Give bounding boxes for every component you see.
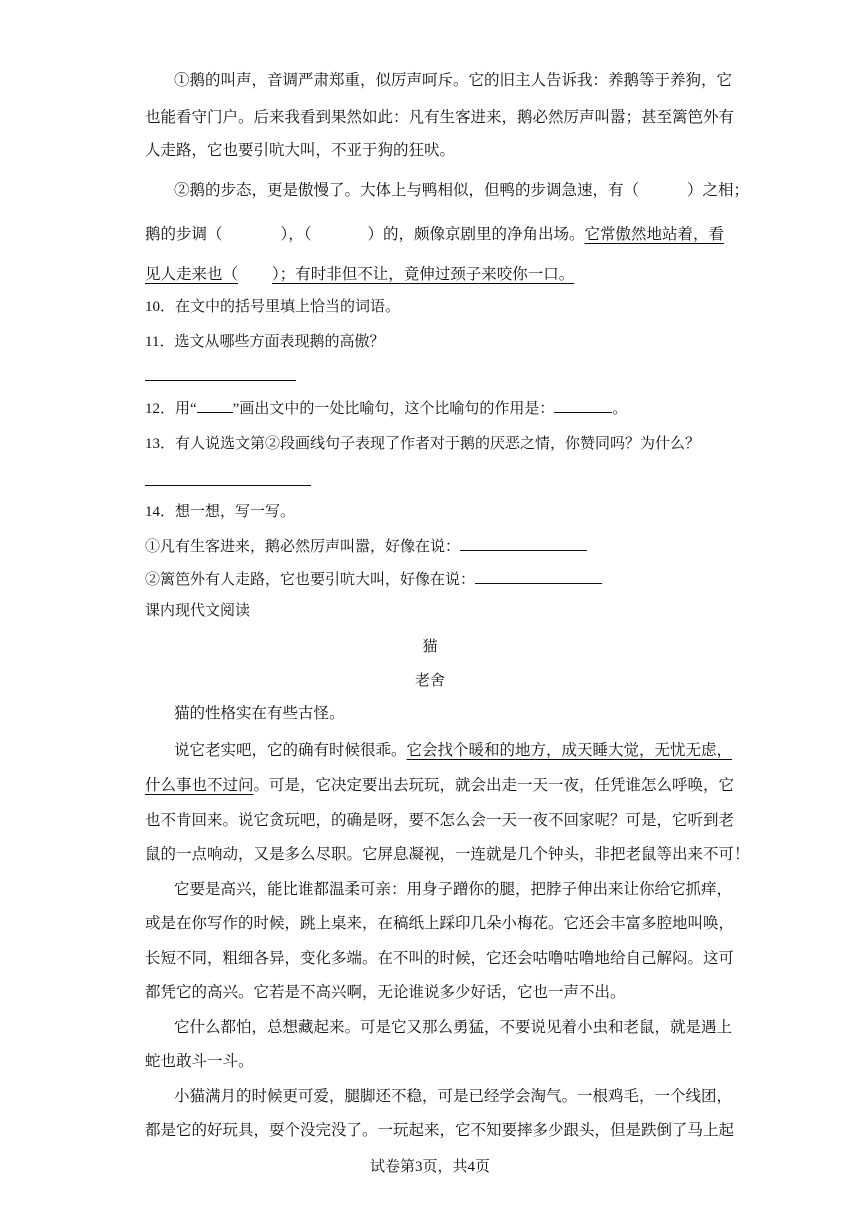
- passage2-p3-line3: 长短不同，粗细各异，变化多端。在不叫的时候，它还会咕噜咕噜地给自己解闷。这可: [145, 949, 735, 967]
- passage1-p2-line1: ②鹅的步态，更是傲慢了。大体上与鸭相似，但鸭的步调急速，有（ ）之相；: [174, 181, 750, 199]
- section-title: 课内现代文阅读: [145, 603, 251, 619]
- blank-slot[interactable]: [197, 398, 233, 413]
- passage2-p4-line1: 它什么都怕，总想藏起来。可是它又那么勇猛，不要说见着小虫和老鼠，就是遇上: [174, 1018, 733, 1036]
- question-13: 13．有人说选文第②段画线句子表现了作者对于鹅的厌恶之情，你赞同吗？为什么？: [145, 436, 701, 452]
- passage1-p1-line2: 也能看守门户。后来我看到果然如此：凡有生客进来，鹅必然厉声叫嚣；甚至篱笆外有: [145, 108, 735, 126]
- question-10: 10．在文中的括号里填上恰当的词语。: [145, 299, 401, 315]
- passage1-p1-line1: ①鹅的叫声，音调严肃郑重，似厉声呵斥。它的旧主人告诉我：养鹅等于养狗，它: [174, 71, 733, 89]
- underlined-sentence: 它常傲然地站着，看: [584, 225, 725, 243]
- question-14-2: ②篱笆外有人走路，它也要引吭大叫，好像在说：: [145, 569, 602, 590]
- passage2-p3-line2: 或是在你写作的时候，跳上桌来，在稿纸上踩印几朵小梅花。它还会丰富多腔地叫唤，: [145, 914, 735, 932]
- passage2-p2-line3: 也不肯回来。说它贪玩吧，的确是呀，要不怎么会一天一夜不回家呢？可是，它听到老: [145, 811, 735, 829]
- passage2-p2-line1: 说它老实吧，它的确有时候很乖。它会找个暖和的地方，成天睡大觉，无忧无虑，: [174, 741, 733, 759]
- passage2-author: 老舍: [414, 671, 445, 689]
- question-14-1: ①凡有生客进来，鹅必然厉声叫嚣，好像在说：: [145, 536, 587, 557]
- question-14: 14．想一想，写一写。: [145, 504, 296, 520]
- passage2-p2-line2: 什么事也不过问。可是，它决定要出去玩玩，就会出走一天一夜，任凭谁怎么呼唤，它: [145, 776, 735, 794]
- passage2-p5-line1: 小猫满月的时候更可爱，腿脚还不稳，可是已经学会淘气。一根鸡毛，一个线团，: [174, 1087, 733, 1105]
- passage1-p2-line3: 见人走来也（ ）；有时非但不让，竟伸过颈子来咬你一口。: [145, 265, 575, 283]
- passage2-p2-line4: 鼠的一点响动，又是多么尽职。它屏息凝视，一连就是几个钟头，非把老鼠等出来不可！: [145, 845, 750, 863]
- answer-blank-14-1[interactable]: [460, 536, 587, 551]
- underlined-sentence: 什么事也不过问: [145, 776, 254, 794]
- passage2-p1: 猫的性格实在有些古怪。: [174, 704, 345, 722]
- passage2-p4-line2: 蛇也敢斗一斗。: [145, 1052, 254, 1070]
- passage1-p1-line3: 人走路，它也要引吭大叫，不亚于狗的狂吠。: [145, 141, 456, 159]
- passage2-p3-line4: 都凭它的高兴。它若是不高兴啊，无论谁说多少好话，它也一声不出。: [145, 983, 626, 1001]
- page-footer: 试卷第3页，共4页: [369, 1159, 490, 1175]
- answer-blank-14-2[interactable]: [475, 569, 602, 584]
- passage2-title: 猫: [422, 637, 438, 655]
- passage2-p5-line2: 都是它的好玩具，耍个没完没了。一玩起来，它不知要摔多少跟头，但是跌倒了马上起: [145, 1121, 735, 1139]
- answer-blank-12[interactable]: [554, 398, 612, 413]
- question-11: 11．选文从哪些方面表现鹅的高傲？: [145, 334, 385, 350]
- underlined-sentence: 它会找个暖和的地方，成天睡大觉，无忧无虑，: [406, 741, 733, 759]
- answer-line-11[interactable]: [145, 380, 296, 381]
- passage2-p3-line1: 它要是高兴，能比谁都温柔可亲：用身子蹭你的腿，把脖子伸出来让你给它抓痒，: [174, 880, 733, 898]
- passage1-p2-line2: 鹅的步调（ ），（ ）的，颇像京剧里的净角出场。它常傲然地站着，看: [145, 225, 725, 243]
- question-12: 12．用“ ”画出文中的一处比喻句，这个比喻句的作用是： 。: [145, 398, 627, 419]
- answer-line-13[interactable]: [145, 485, 311, 486]
